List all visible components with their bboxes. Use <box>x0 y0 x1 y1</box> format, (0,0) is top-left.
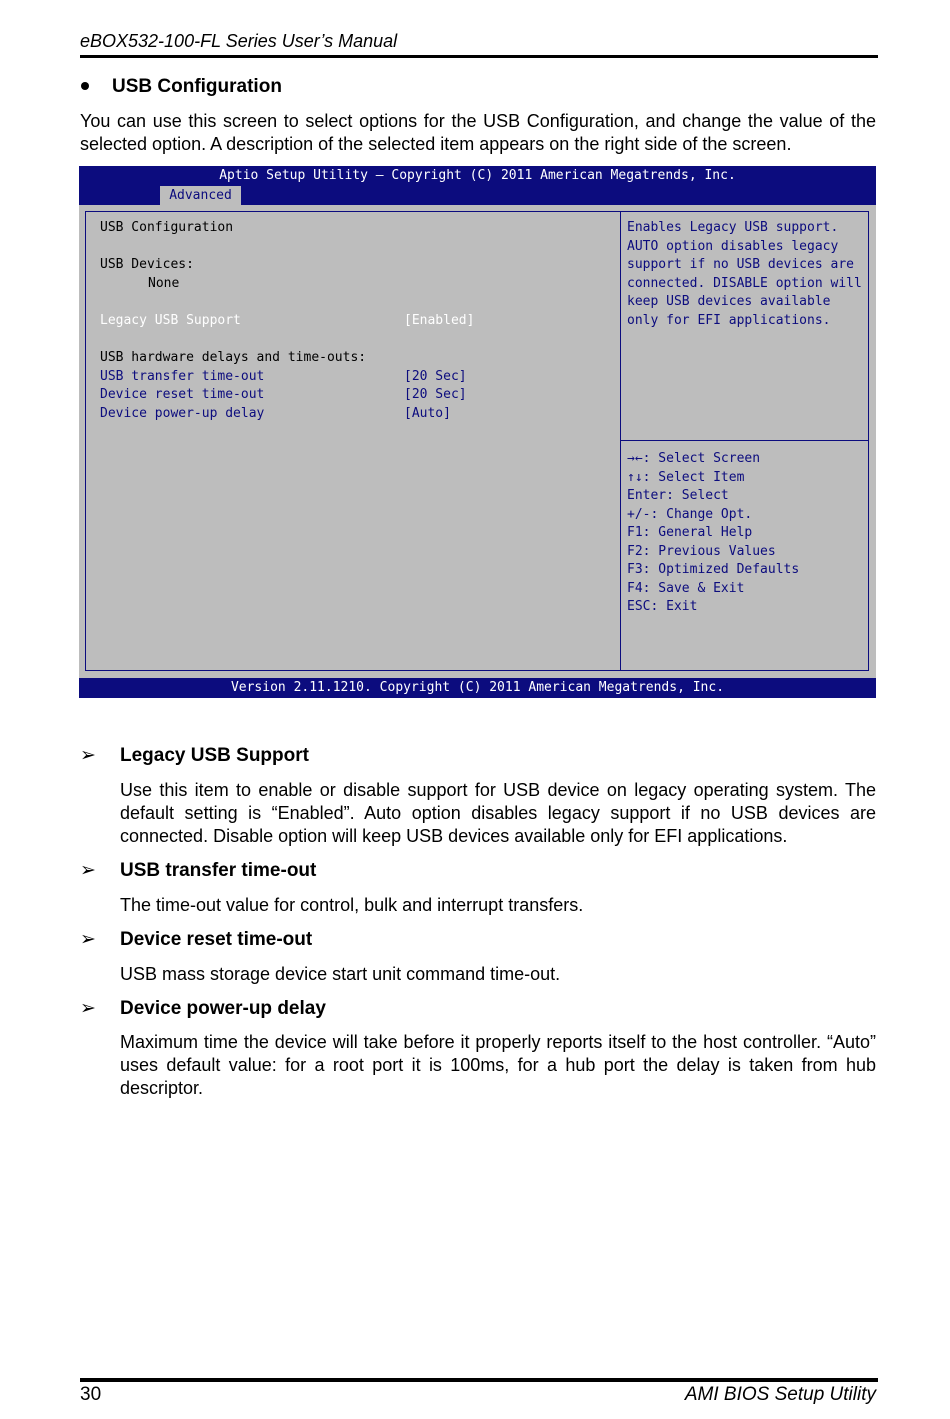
arrow-bullet-icon: ➢ <box>80 929 96 950</box>
help-line: support if no USB devices are <box>627 257 854 272</box>
key-legend-item: Enter: Select <box>627 488 729 503</box>
arrow-bullet-icon: ➢ <box>80 860 96 881</box>
bullet-icon <box>81 82 89 90</box>
arrow-bullet-icon: ➢ <box>80 745 96 766</box>
key-legend-item: +/-: Change Opt. <box>627 507 753 522</box>
item-description: Maximum time the device will take before it properly reports itself to the host controller. “Auto” uses default value: for a root port it is 100ms, for a hub port the delay is taken from hub descriptor. <box>120 1032 876 1098</box>
header-rule <box>80 55 878 58</box>
section-heading <box>80 76 282 98</box>
footer-title: AMI BIOS Setup Utility <box>684 1384 876 1405</box>
device-powerup-delay-value[interactable]: [Auto] <box>404 406 451 421</box>
help-line: keep USB devices available <box>627 294 831 309</box>
legacy-usb-support-value[interactable]: [Enabled] <box>404 313 475 328</box>
bios-divider-vertical <box>620 211 621 671</box>
key-legend-item: F1: General Help <box>627 525 753 540</box>
help-line: only for EFI applications. <box>627 313 831 328</box>
usb-transfer-timeout-value[interactable]: [20 Sec] <box>404 369 467 384</box>
item-description: USB mass storage device start unit command time-out. <box>120 964 561 984</box>
key-legend-item: →←: Select Screen <box>627 451 761 466</box>
item-heading <box>80 859 316 882</box>
page-number: 30 <box>80 1384 102 1405</box>
help-line: Enables Legacy USB support. <box>627 220 839 235</box>
key-legend-item: F4: Save & Exit <box>627 581 745 596</box>
usb-devices-value: None <box>148 276 180 291</box>
bios-title-bar <box>79 166 876 205</box>
section-heading-text: USB Configuration <box>112 76 282 97</box>
device-powerup-delay-label[interactable]: Device power-up delay <box>100 406 265 421</box>
manual-header-title: eBOX532-100-FL Series User’s Manual <box>80 31 398 51</box>
device-reset-timeout-value[interactable]: [20 Sec] <box>404 387 467 402</box>
usb-hardware-delays-heading: USB hardware delays and time-outs: <box>100 350 367 365</box>
item-description: The time-out value for control, bulk and interrupt transfers. <box>120 895 584 915</box>
item-title: Legacy USB Support <box>120 745 309 766</box>
usb-devices-label: USB Devices: <box>100 257 194 272</box>
legacy-usb-support-label[interactable]: Legacy USB Support <box>100 313 241 328</box>
footer-rule <box>80 1378 878 1382</box>
device-reset-timeout-label[interactable]: Device reset time-out <box>100 387 265 402</box>
bios-version-bar: Version 2.11.1210. Copyright (C) 2011 American Megatrends, Inc. <box>79 678 876 698</box>
key-legend-item: F2: Previous Values <box>627 544 776 559</box>
item-heading <box>80 744 309 767</box>
bios-screenshot <box>79 166 876 698</box>
help-line: connected. DISABLE option will <box>627 276 862 291</box>
item-heading <box>80 928 312 951</box>
help-line: AUTO option disables legacy <box>627 239 839 254</box>
key-legend-item: F3: Optimized Defaults <box>627 562 800 577</box>
key-legend-item: ↑↓: Select Item <box>627 470 745 485</box>
arrow-bullet-icon: ➢ <box>80 998 96 1019</box>
usb-configuration-label: USB Configuration <box>100 220 234 235</box>
item-heading <box>80 997 326 1020</box>
item-title: Device power-up delay <box>120 998 326 1019</box>
section-intro: You can use this screen to select options for the USB Configuration, and change the value of the selected option. A description of the selected item appears on the right side of the screen. <box>80 111 876 154</box>
tab-advanced[interactable]: Advanced <box>160 186 241 205</box>
usb-transfer-timeout-label[interactable]: USB transfer time-out <box>100 369 265 384</box>
item-description: Use this item to enable or disable support for USB device on legacy operating system. The default setting is “Enabled”. Auto option disables legacy support if no USB devices are connected. Disable option will keep USB devices available only for EFI applications. <box>120 780 876 846</box>
key-legend-item: ESC: Exit <box>627 599 698 614</box>
bios-divider-horizontal <box>621 440 869 441</box>
item-title: Device reset time-out <box>120 929 313 950</box>
item-title: USB transfer time-out <box>120 860 317 881</box>
bios-title: Aptio Setup Utility – Copyright (C) 2011 American Megatrends, Inc. <box>219 168 736 183</box>
